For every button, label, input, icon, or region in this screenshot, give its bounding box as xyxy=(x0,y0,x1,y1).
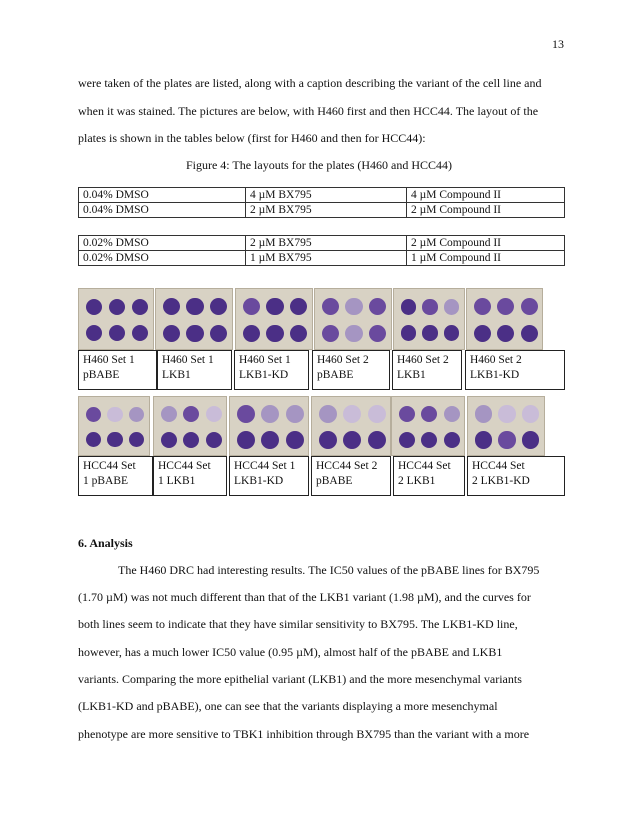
plate-well xyxy=(183,406,199,422)
plate-well xyxy=(369,325,386,342)
plate-label: HCC44 Set 1 pBABE xyxy=(78,456,153,496)
plate-well xyxy=(286,431,304,449)
plate-well xyxy=(186,298,203,315)
table-cell: 1 µM Compound II xyxy=(407,251,565,266)
table-row xyxy=(79,251,565,266)
plate-well xyxy=(163,325,180,342)
figure-caption: Figure 4: The layouts for the plates (H460 and HCC44) xyxy=(185,158,453,172)
hcc44-layout-table xyxy=(78,235,565,266)
plate-well xyxy=(109,325,126,342)
plate-well xyxy=(343,431,361,449)
plate-well xyxy=(161,432,177,448)
plate-well xyxy=(369,298,386,315)
plate-label: HCC44 Set 2 pBABE xyxy=(311,456,391,496)
plate-well xyxy=(86,432,101,447)
table-cell: 0.04% DMSO xyxy=(79,188,246,203)
plate-well xyxy=(345,298,362,315)
plate-well xyxy=(266,325,283,342)
plate-well xyxy=(422,325,437,340)
plate-well xyxy=(86,407,101,422)
plate-label: HCC44 Set 1 LKB1 xyxy=(153,456,227,496)
plate-well xyxy=(132,325,149,342)
plate-well xyxy=(497,325,514,342)
plate-well xyxy=(210,325,227,342)
analysis-line: however, has a much lower IC50 value (0.95 µM), almost half of the pBABE and LKB1 xyxy=(78,645,503,659)
plate-well xyxy=(399,406,415,422)
plate-well xyxy=(290,325,307,342)
plate-well xyxy=(243,298,260,315)
plate-well xyxy=(401,299,416,314)
plate-well xyxy=(322,325,339,342)
plate-well xyxy=(444,432,460,448)
intro-line-3: plates is shown in the tables below (first for H460 and then for HCC44): xyxy=(78,131,426,145)
plate-photo xyxy=(78,288,154,350)
plate-well xyxy=(132,299,149,316)
table-row xyxy=(79,188,565,203)
plate-photo xyxy=(229,396,309,456)
plate-well xyxy=(444,325,459,340)
plate-well xyxy=(421,406,437,422)
plate-well xyxy=(474,298,491,315)
plate-well xyxy=(183,432,199,448)
plate-photo xyxy=(467,396,545,456)
plate-well xyxy=(163,298,180,315)
plate-well xyxy=(522,405,539,422)
table-cell: 4 µM BX795 xyxy=(246,188,407,203)
plate-well xyxy=(444,299,459,314)
plate-well xyxy=(401,325,416,340)
plate-well xyxy=(497,298,514,315)
plate-photo xyxy=(391,396,465,456)
table-cell: 2 µM Compound II xyxy=(407,203,565,218)
h460-layout-table xyxy=(78,187,565,218)
analysis-line: (1.70 µM) was not much different than that of the LKB1 variant (1.98 µM), and the curves for xyxy=(78,590,531,604)
plate-well xyxy=(399,432,415,448)
table-cell: 1 µM BX795 xyxy=(246,251,407,266)
plate-label: H460 Set 2 pBABE xyxy=(312,350,390,390)
plate-well xyxy=(521,298,538,315)
plate-well xyxy=(421,432,437,448)
plate-well xyxy=(319,405,337,423)
plate-well xyxy=(498,405,515,422)
analysis-line: phenotype are more sensitive to TBK1 inhibition through BX795 than the variant with a more xyxy=(78,727,530,741)
plate-well xyxy=(86,299,103,316)
plate-well xyxy=(422,299,437,314)
plate-well xyxy=(522,431,539,448)
plate-well xyxy=(206,406,222,422)
analysis-line: The H460 DRC had interesting results. The IC50 values of the pBABE lines for BX795 xyxy=(118,563,540,577)
plate-well xyxy=(368,431,386,449)
plate-well xyxy=(161,406,177,422)
plate-well xyxy=(290,298,307,315)
plate-well xyxy=(322,298,339,315)
plate-well xyxy=(345,325,362,342)
plate-well xyxy=(86,325,103,342)
plate-photo xyxy=(155,288,233,350)
table-cell: 2 µM BX795 xyxy=(246,203,407,218)
plate-well xyxy=(237,431,255,449)
plate-label: H460 Set 1 LKB1 xyxy=(157,350,232,390)
table-cell: 2 µM Compound II xyxy=(407,236,565,251)
plate-well xyxy=(319,431,337,449)
table-cell: 0.02% DMSO xyxy=(79,251,246,266)
plate-well xyxy=(237,405,255,423)
analysis-line: (LKB1-KD and pBABE), one can see that the variants displaying a more mesenchymal xyxy=(78,699,498,713)
page-number: 13 xyxy=(552,37,564,51)
plate-label: HCC44 Set 1 LKB1-KD xyxy=(229,456,309,496)
plate-well xyxy=(266,298,283,315)
table-cell: 4 µM Compound II xyxy=(407,188,565,203)
plate-photo xyxy=(235,288,313,350)
plate-photo xyxy=(78,396,150,456)
analysis-line: both lines seem to indicate that they have similar sensitivity to BX795. The LKB1-KD line, xyxy=(78,617,518,631)
plate-well xyxy=(210,298,227,315)
table-row xyxy=(79,236,565,251)
intro-line-1: were taken of the plates are listed, along with a caption describing the variant of the cell line and xyxy=(78,76,542,90)
plate-well xyxy=(498,431,515,448)
plate-label: H460 Set 2 LKB1 xyxy=(392,350,462,390)
plate-well xyxy=(521,325,538,342)
plate-well xyxy=(475,431,492,448)
plate-label: H460 Set 2 LKB1-KD xyxy=(465,350,565,390)
plate-well xyxy=(109,299,126,316)
plate-photo xyxy=(153,396,227,456)
plate-photo xyxy=(314,288,392,350)
table-cell: 0.04% DMSO xyxy=(79,203,246,218)
plate-well xyxy=(475,405,492,422)
plate-label: HCC44 Set 2 LKB1 xyxy=(393,456,465,496)
table-cell: 2 µM BX795 xyxy=(246,236,407,251)
plate-well xyxy=(186,325,203,342)
plate-well xyxy=(243,325,260,342)
plate-well xyxy=(129,432,144,447)
plate-photo xyxy=(393,288,465,350)
plate-well xyxy=(444,406,460,422)
plate-well xyxy=(129,407,144,422)
plate-photo xyxy=(466,288,543,350)
section-heading: 6. Analysis xyxy=(78,536,133,550)
plate-photo xyxy=(311,396,391,456)
plate-well xyxy=(206,432,222,448)
table-row xyxy=(79,203,565,218)
plate-well xyxy=(343,405,361,423)
plate-well xyxy=(107,432,122,447)
table-cell: 0.02% DMSO xyxy=(79,236,246,251)
intro-line-2: when it was stained. The pictures are below, with H460 first and then HCC44. The layout of the xyxy=(78,104,539,118)
analysis-line: variants. Comparing the more epithelial variant (LKB1) and the more mesenchymal variants xyxy=(78,672,522,686)
plate-well xyxy=(261,431,279,449)
plate-label: H460 Set 1 LKB1-KD xyxy=(234,350,309,390)
plate-well xyxy=(261,405,279,423)
plate-label: H460 Set 1 pBABE xyxy=(78,350,157,390)
plate-well xyxy=(368,405,386,423)
plate-label: HCC44 Set 2 LKB1-KD xyxy=(467,456,565,496)
plate-well xyxy=(107,407,122,422)
plate-well xyxy=(286,405,304,423)
plate-well xyxy=(474,325,491,342)
